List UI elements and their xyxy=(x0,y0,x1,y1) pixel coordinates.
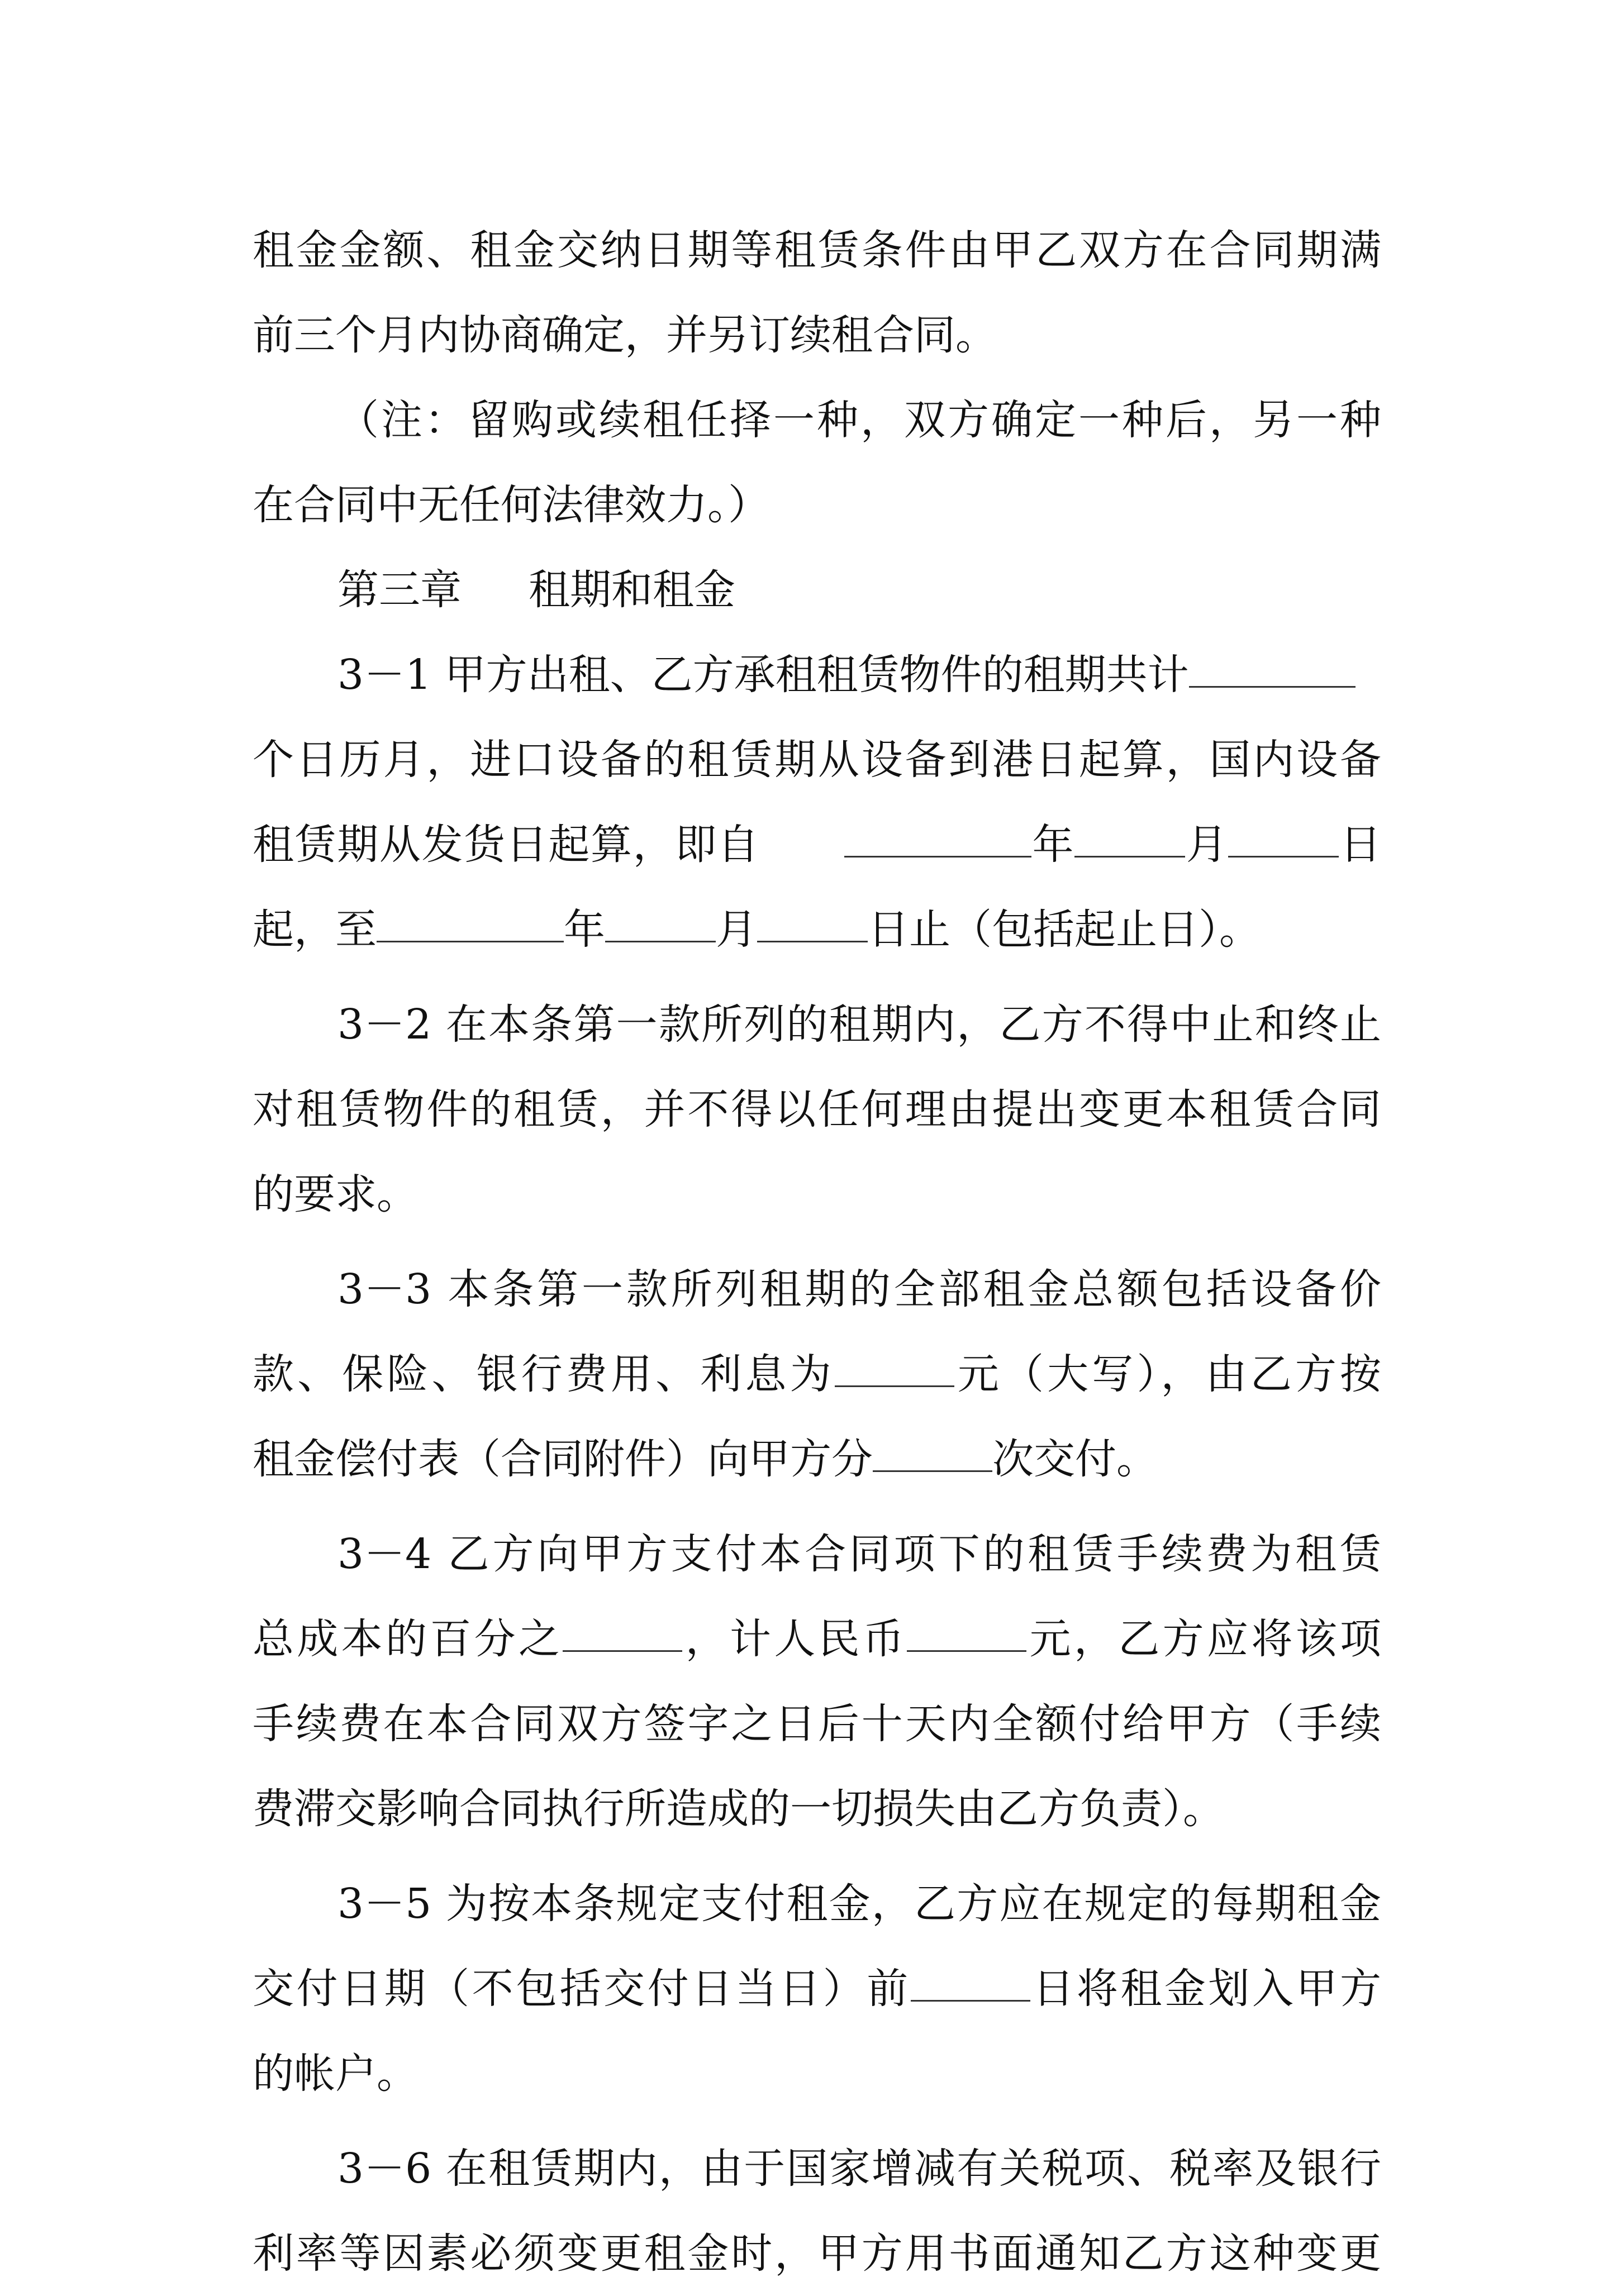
fee-percent-blank xyxy=(563,1617,682,1652)
clause-3-4-line3: 手续费在本合同双方签字之日后十天内全额付给甲方（手续 xyxy=(253,1700,1381,1748)
clause-3-2-line1: 3－2 在本条第一款所列的租期内，乙方不得中止和终止 xyxy=(337,1001,1381,1049)
clause-3-3-line1: 3－3 本条第一款所列租期的全部租金总额包括设备价 xyxy=(337,1265,1381,1313)
clause-3-5-line1: 3－5 为按本条规定支付租金，乙方应在规定的每期租金 xyxy=(337,1880,1381,1928)
days-before-blank xyxy=(911,1966,1030,2002)
clause-3-4-percent-text: 总成本的百分之 xyxy=(253,1615,563,1663)
month-label: 月 xyxy=(1185,821,1229,869)
start-day-blank xyxy=(1228,822,1339,858)
clause-3-3-line2 xyxy=(253,1332,1381,1417)
start-year-blank xyxy=(844,822,1031,858)
clause-3-1-to-text: 起，至 xyxy=(253,906,377,954)
para1-line2: 前三个月内协商确定，并另订续租合同。 xyxy=(253,311,997,359)
chapter-number: 第三章 xyxy=(337,566,462,614)
year-label: 年 xyxy=(1031,821,1075,869)
start-month-blank xyxy=(1074,822,1185,858)
clause-3-5-transfer-text: 日将租金划入甲方 xyxy=(1030,1965,1382,2013)
clause-3-5-date-text: 交付日期（不包括交付日当日）前 xyxy=(253,1965,911,2013)
clause-3-3-line3 xyxy=(253,1417,1381,1502)
clause-3-1-text: 3－1 甲方出租、乙方承租租赁物件的租期共计 xyxy=(337,651,1189,699)
clause-3-1-line1 xyxy=(253,632,1381,717)
clause-3-4-pay-text: 元，乙方应将该项 xyxy=(1026,1615,1382,1663)
lease-months-blank xyxy=(1189,652,1356,688)
chapter-title: 租期和租金 xyxy=(529,566,735,614)
installments-blank xyxy=(873,1437,992,1472)
clause-3-4-rmb-text: ，计人民币 xyxy=(682,1615,907,1663)
note-line2: 在合同中无任何法律效力。） xyxy=(253,481,769,529)
clause-3-5-line3: 的帐户。 xyxy=(253,2050,418,2098)
clause-3-2-line2: 对租赁物件的租赁，并不得以任何理由提出变更本租赁合同 xyxy=(253,1085,1381,1133)
fee-amount-blank xyxy=(907,1617,1026,1652)
clause-3-3-schedule-text: 租金偿付表（合同附件）向甲方分 xyxy=(253,1435,873,1483)
document-page xyxy=(253,208,1381,2296)
clause-3-1-line3 xyxy=(253,802,1381,887)
note-line1: （注：留购或续租任择一种，双方确定一种后，另一种 xyxy=(337,396,1381,444)
end-day-blank xyxy=(757,907,868,942)
clause-3-1-line2: 个日历月，进口设备的租赁期从设备到港日起算，国内设备 xyxy=(253,736,1381,784)
total-rent-blank xyxy=(835,1352,954,1387)
clause-3-5-line2 xyxy=(253,1946,1381,2031)
clause-3-6-line2: 利率等因素必须变更租金时，甲方用书面通知乙方这种变更 xyxy=(253,2230,1381,2278)
clause-3-6-line1: 3－6 在租赁期内，由于国家增减有关税项、税率及银行 xyxy=(337,2145,1381,2193)
clause-3-4-line1: 3－4 乙方向甲方支付本合同项下的租赁手续费为租赁 xyxy=(337,1530,1381,1578)
clause-3-3-unit-text: 元（大写），由乙方按 xyxy=(954,1350,1382,1398)
clause-3-3-installment-text: 次交付。 xyxy=(992,1435,1158,1483)
clause-3-1-from-text: 租赁期从发货日起算，即自 xyxy=(253,821,760,869)
clause-3-2-line3: 的要求。 xyxy=(253,1170,418,1218)
clause-3-4-line2 xyxy=(253,1597,1381,1681)
end-month-blank xyxy=(605,907,716,942)
year-label-2: 年 xyxy=(564,906,605,954)
chapter-heading xyxy=(253,547,1381,632)
para1-line1: 租金金额、租金交纳日期等租赁条件由甲乙双方在合同期满 xyxy=(253,226,1381,274)
end-year-blank xyxy=(377,907,564,942)
month-label-2: 月 xyxy=(716,906,757,954)
clause-3-1-end-text: 日止（包括起止日）。 xyxy=(868,906,1261,954)
clause-3-4-line4: 费滞交影响合同执行所造成的一切损失由乙方负责）。 xyxy=(253,1785,1224,1833)
clause-3-3-amount-text: 款、保险、银行费用、利息为 xyxy=(253,1350,835,1398)
day-label: 日 xyxy=(1339,821,1382,869)
clause-3-1-line4 xyxy=(253,887,1381,972)
